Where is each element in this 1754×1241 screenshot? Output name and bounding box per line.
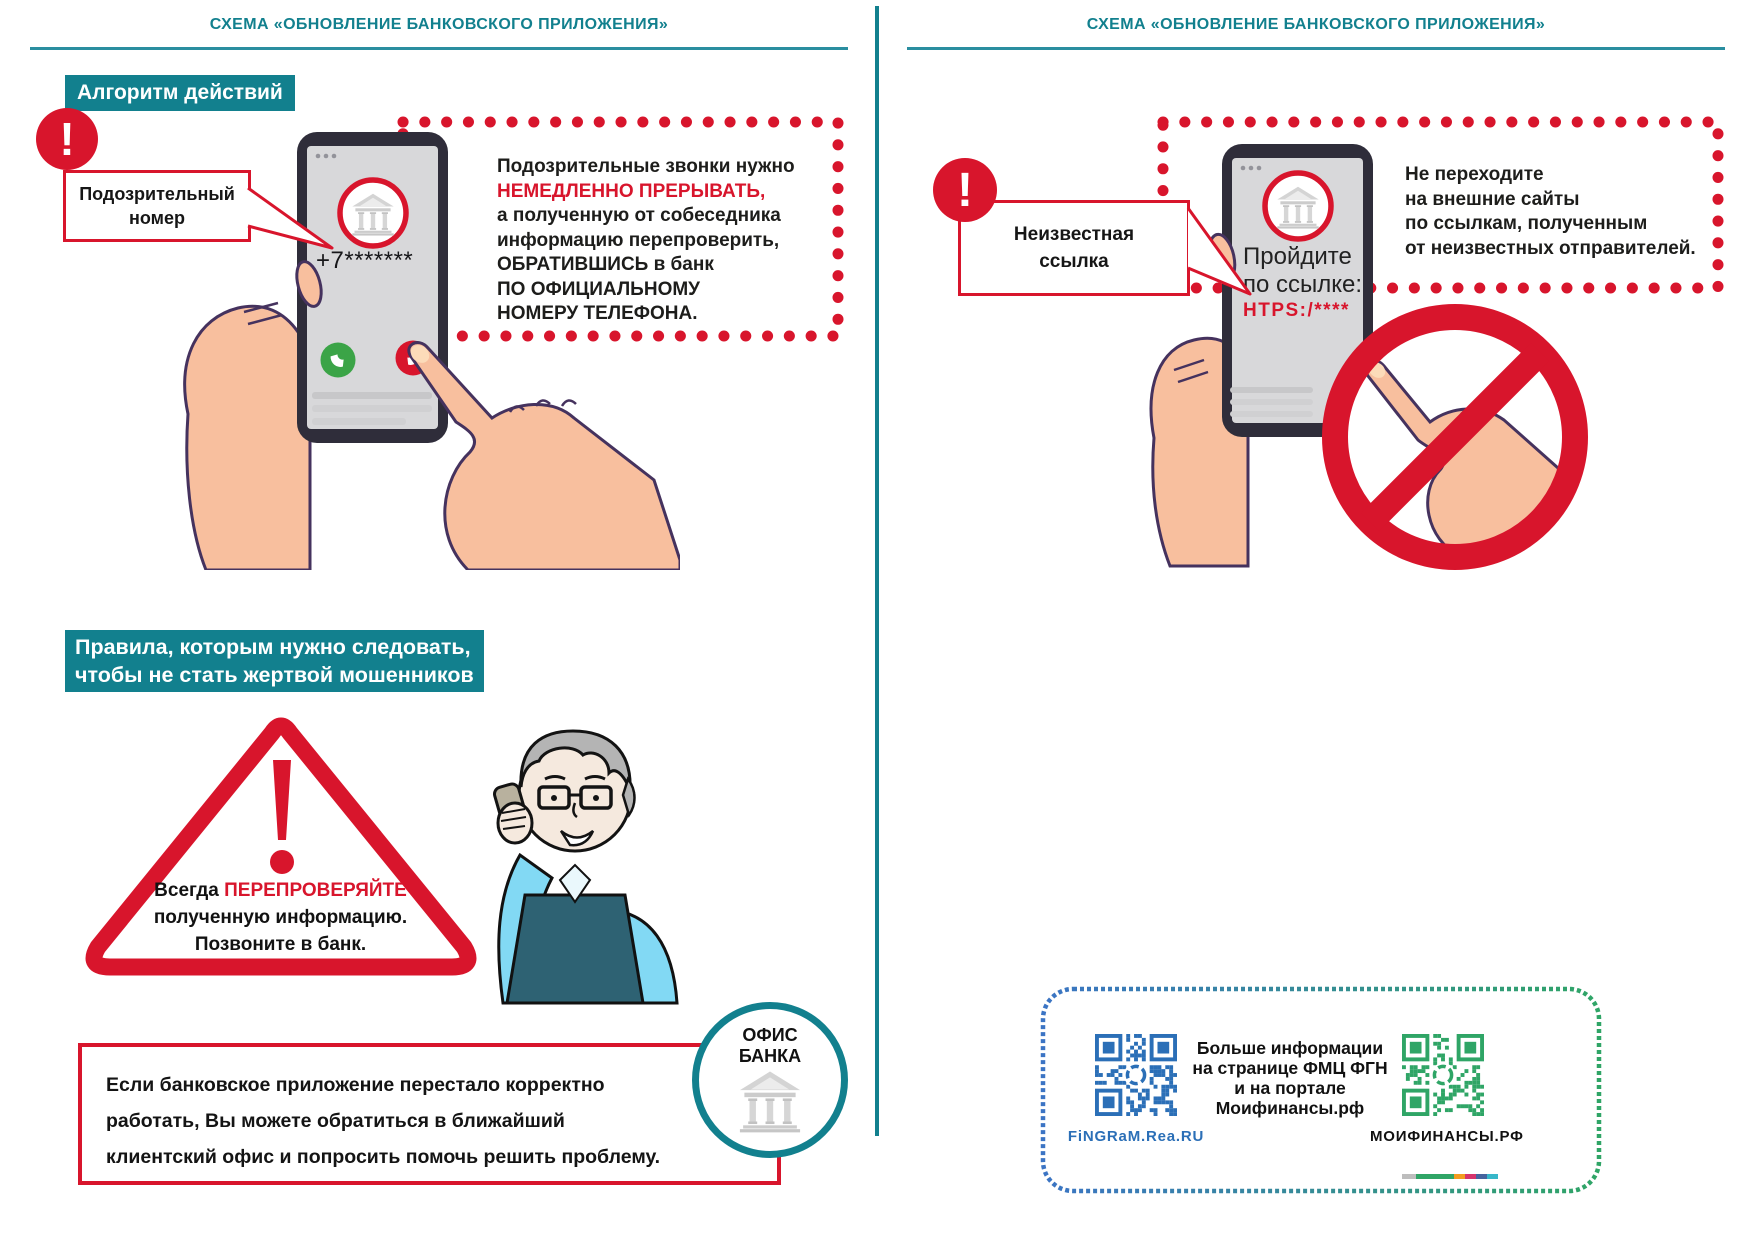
callout-line: номер	[129, 208, 185, 228]
qr-label-fingram: FiNGRaM.Rea.RU	[1067, 1128, 1205, 1145]
incoming-number: +7*******	[316, 247, 414, 274]
color-strip	[1402, 1174, 1498, 1179]
warning-line: от неизвестных отправителей.	[1405, 237, 1696, 259]
alert-exclamation-icon: !	[933, 158, 997, 222]
triangle-line1: Всегда ПЕРЕПРОВЕРЯЙТЕ	[154, 880, 407, 901]
qr-info-line: Моифинансы.рф	[1215, 1098, 1365, 1118]
badge-rules	[65, 630, 484, 692]
warning-line: на внешние сайты	[1405, 188, 1580, 210]
office-note-line: Если банковское приложение перестало корректно	[106, 1074, 605, 1096]
prohibition-sign	[1323, 305, 1587, 569]
callout-line: Подозрительный	[79, 184, 235, 204]
bank-building-icon	[734, 1069, 806, 1133]
badge-algorithm: Алгоритм действий	[65, 75, 295, 111]
alert-exclamation-icon: !	[36, 108, 98, 170]
pointing-hand	[407, 341, 680, 570]
callout-line: Неизвестная	[1013, 224, 1135, 245]
qr-info-panel	[1040, 986, 1602, 1194]
holding-hand	[185, 306, 310, 570]
qr-info-line: на странице ФМЦ ФГН	[1192, 1058, 1388, 1078]
qr-label-moifinansy: МОИФИНАНСЫ.РФ	[1370, 1128, 1524, 1145]
callout-pointer-right	[1183, 202, 1258, 302]
warning-line: Подозрительные звонки нужно	[497, 156, 795, 177]
office-label: ОФИС	[742, 1025, 798, 1045]
right-header-title: СХЕМА «ОБНОВЛЕНИЕ БАНКОВСКОГО ПРИЛОЖЕНИЯ»	[1086, 16, 1546, 33]
qr-info-text	[1180, 1038, 1400, 1118]
phishing-link-text: HTPS:/****	[1243, 300, 1350, 321]
panel-divider	[875, 6, 879, 1136]
triangle-caption	[93, 877, 468, 958]
phone-message-line: Пройдите	[1243, 243, 1352, 270]
qr-code-moifinansy	[1402, 1034, 1484, 1116]
office-label: БАНКА	[738, 1046, 802, 1066]
warning-text-left	[497, 155, 795, 327]
office-note-box	[78, 1043, 781, 1185]
man-on-phone-illustration	[425, 695, 705, 1005]
warning-line: НОМЕРУ ТЕЛЕФОНА.	[497, 303, 698, 324]
left-header-underline	[30, 47, 848, 50]
warning-line: Не переходите	[1405, 164, 1544, 185]
office-note-line: работать, Вы можете обратиться в ближайший	[106, 1110, 565, 1132]
triangle-line2: полученную информацию.	[153, 907, 408, 928]
callout-pointer-left	[240, 180, 340, 260]
warning-line: по ссылкам, полученным	[1405, 213, 1648, 234]
warning-line: ОБРАТИВШИСЬ в банк	[497, 254, 714, 275]
phone-message-line: по ссылке:	[1243, 271, 1363, 298]
badge-rules-line: Правила, которым нужно следовать,	[75, 635, 471, 659]
left-header-title: СХЕМА «ОБНОВЛЕНИЕ БАНКОВСКОГО ПРИЛОЖЕНИЯ»	[209, 16, 669, 33]
callout-suspicious-number	[63, 170, 251, 242]
vest	[507, 895, 643, 1003]
office-note-text	[106, 1067, 777, 1175]
warning-text-right	[1405, 163, 1696, 261]
warning-line: информацию перепроверить,	[497, 229, 780, 251]
callout-line: ссылка	[1039, 251, 1109, 272]
callout-unknown-link	[958, 200, 1190, 296]
qr-info-line: и на портале	[1234, 1078, 1346, 1098]
qr-info-line: Больше информации	[1196, 1038, 1384, 1058]
warning-line: а полученную от собеседника	[497, 205, 781, 226]
qr-code-fingram	[1095, 1034, 1177, 1116]
hand-at-ear	[498, 803, 532, 843]
office-note-line: клиентский офис и попросить помочь решить проблему.	[106, 1146, 661, 1168]
badge-rules-line: чтобы не стать жертвой мошенников	[75, 663, 474, 687]
warning-line: ПО ОФИЦИАЛЬНОМУ	[497, 278, 700, 300]
bank-office-circle	[692, 1002, 848, 1158]
warning-line-highlight: НЕМЕДЛЕННО ПРЕРЫВАТЬ,	[497, 180, 766, 202]
triangle-line3: Позвоните в банк.	[194, 934, 367, 955]
right-header-underline	[907, 47, 1725, 50]
